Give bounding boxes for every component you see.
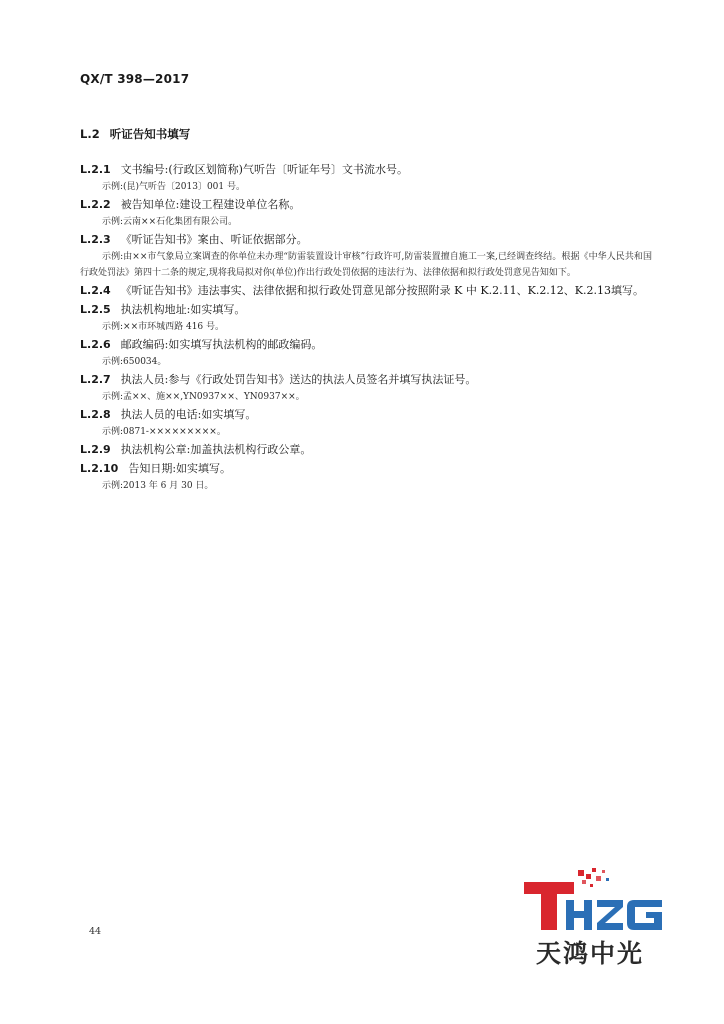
item-example: 示例:2013 年 6 月 30 日。 [102,481,214,491]
item-text: 执法机构公章:加盖执法机构行政公章。 [120,443,312,456]
item-number: L.2.3 [80,233,111,246]
item-example: 示例:云南××石化集团有限公司。 [102,217,238,227]
item-l-2-3 [80,230,652,249]
item-text: 执法人员的电话:如实填写。 [120,408,257,421]
item-l-2-9 [80,440,652,459]
logo-text: 天鸿中光 [536,939,645,968]
item-example: 示例:650034。 [102,357,167,367]
item-example: 示例:孟××、施××,YN0937××、YN0937××。 [102,392,305,402]
standard-code: QX/T 398—2017 [80,72,190,86]
section-heading [80,126,190,142]
section-number: L.2 [80,127,100,141]
item-text: 《听证告知书》违法事实、法律依据和拟行政处罚意见部分按照附录 K 中 K.2.11、K.2.12、K.2.13填写。 [120,284,645,297]
item-example: 示例:××市环城西路 416 号。 [102,322,225,332]
item-number: L.2.7 [80,373,111,386]
item-number: L.2.1 [80,163,111,176]
item-number: L.2.4 [80,284,111,297]
item-example: 示例:(昆)气听告〔2013〕001 号。 [102,182,245,192]
item-text: 被告知单位:建设工程建设单位名称。 [120,198,301,211]
item-number: L.2.10 [80,462,119,475]
section-title: 听证告知书填写 [109,127,191,141]
item-l-2-5 [80,300,652,319]
item-number: L.2.8 [80,408,111,421]
page-number: 44 [89,926,102,937]
item-number: L.2.5 [80,303,111,316]
item-number: L.2.2 [80,198,111,211]
item-text: 告知日期:如实填写。 [128,462,232,475]
item-text: 执法人员:参与《行政处罚告知书》送达的执法人员签名并填写执法证号。 [120,373,477,386]
item-text: 邮政编码:如实填写执法机构的邮政编码。 [120,338,323,351]
item-number: L.2.9 [80,443,111,456]
item-number: L.2.6 [80,338,111,351]
item-l-2-8 [80,405,652,424]
item-text: 文书编号:(行政区划简称)气听告〔听证年号〕文书流水号。 [120,163,408,176]
item-list [80,160,652,494]
item-l-2-10 [80,459,652,478]
item-l-2-1 [80,160,652,179]
item-text: 《听证告知书》案由、听证依据部分。 [120,233,308,246]
item-text: 执法机构地址:如实填写。 [120,303,246,316]
item-l-2-7 [80,370,652,389]
item-l-2-6 [80,335,652,354]
item-example: 示例:由××市气象局立案调查的你单位未办理“防雷装置设计审核”行政许可,防雷装置擅自施工一案,已经调查终结。根据《中华人民共和国行政处罚法》第四十二条的规定,现将我局拟对你(单位)作出行政处罚依据的违法行为、法律依据和拟行政处罚意见告知如下。 [80,252,652,278]
item-l-2-2 [80,195,652,214]
item-example: 示例:0871-×××××××××。 [102,427,226,437]
item-l-2-4 [80,281,652,300]
